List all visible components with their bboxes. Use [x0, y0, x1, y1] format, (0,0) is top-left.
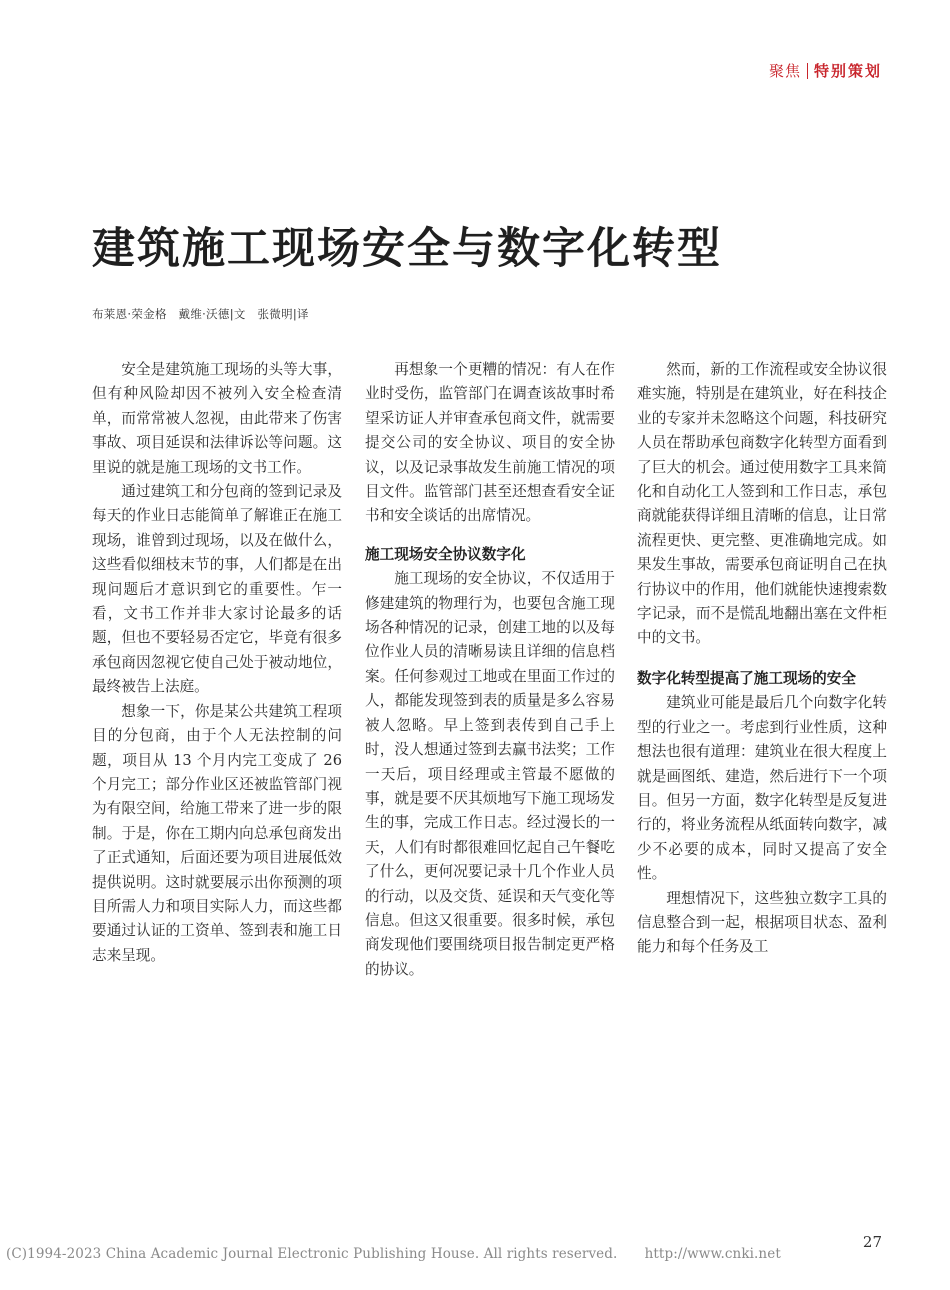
section-name: 特别策划: [813, 62, 882, 80]
copyright-notice: (C)1994-2023 China Academic Journal Electronic Publishing House. All rights reserved. http://www.cnki.net: [6, 1246, 781, 1262]
article-title: 建筑施工现场安全与数字化转型: [92, 224, 722, 274]
section-heading: 施工现场安全协议数字化: [365, 545, 526, 563]
paragraph: 施工现场的安全协议，不仅适用于修建建筑的物理行为，也要包含施工现场各种情况的记录，创建工地的以及每位作业人员的清晰易读且详细的信息档案。任何参观过工地或在里面工作过的人，都能发现签到表的质量是多么容易被人忽略。早上签到表传到自己手上时，没人想通过签到去赢书法奖；工作一天后，项目经理或主管最不愿做的事，就是要不厌其烦地写下施工现场发生的事，完成工作日志。经过漫长的一天，人们有时都很难回忆起自己午餐吃了什么，更何况要记录十几个作业人员的行动，以及交货、延误和天气变化等信息。但这又很重要。很多时候，承包商发现他们要围绕项目报告制定更严格的协议。: [365, 570, 615, 978]
paragraph: 想象一下，你是某公共建筑工程项目的分包商，由于个人无法控制的问题，项目从 13 个月内完工变成了 26 个月完工；部分作业区还被监管部门视为有限空间，给施工带来了进一步的限制。于是，你在工期内向总承包商发出了正式通知，后面还要为项目进展低效提供说明。这时就要展示出你预测的项目所需人力和项目实际人力，而这些都要通过认证的工资单、签到表和施工日志来呈现。: [92, 702, 342, 964]
section-heading: 数字化转型提高了施工现场的安全: [637, 669, 856, 687]
text-column-2: [365, 358, 615, 982]
paragraph: 再想象一个更糟的情况：有人在作业时受伤，监管部门在调查该故事时希望采访证人并审查承包商文件，就需要提交公司的安全协议、项目的安全协议，以及记录事故发生前施工情况的项目文件。监管部门甚至还想查看安全证书和安全谈话的出席情况。: [365, 361, 615, 525]
section-divider: [807, 63, 808, 79]
paragraph: 理想情况下，这些独立数字工具的信息整合到一起，根据项目状态、盈利能力和每个任务及工: [637, 889, 887, 956]
text-column-1: [92, 358, 342, 968]
byline: 布莱恩·荣金格 戴维·沃德|文 张微明|译: [92, 307, 309, 321]
paragraph: 然而，新的工作流程或安全协议很难实施，特别是在建筑业，好在科技企业的专家并未忽略这个问题，科技研究人员在帮助承包商数字化转型方面看到了巨大的机会。通过使用数字工具来简化和自动化工人签到和工作日志，承包商就能获得详细且清晰的信息，让日常流程更快、更完整、更准确地完成。如果发生事故，需要承包商证明自己在执行协议中的作用，他们就能快速搜索数字记录，而不是慌乱地翻出塞在文件柜中的文书。: [637, 361, 887, 647]
text-column-3: [637, 358, 887, 960]
paragraph: 通过建筑工和分包商的签到记录及每天的作业日志能简单了解谁正在施工现场，谁曾到过现场，以及在做什么，这些看似细枝末节的事，人们都是在出现问题后才意识到它的重要性。乍一看，文书工作并非大家讨论最多的话题，但也不要轻易否定它，毕竟有很多承包商因忽视它使自己处于被动地位，最终被告上法庭。: [92, 483, 342, 696]
column-name: 聚焦: [768, 62, 801, 80]
paragraph: 安全是建筑施工现场的头等大事，但有种风险却因不被列入安全检查清单，而常常被人忽视，由此带来了伤害事故、项目延误和法律诉讼等问题。这里说的就是施工现场的文书工作。: [92, 361, 342, 476]
paragraph: 建筑业可能是最后几个向数字化转型的行业之一。考虑到行业性质，这种想法也很有道理：建筑业在很大程度上就是画图纸、建造，然后进行下一个项目。但另一方面，数字化转型是反复进行的，将业务流程从纸面转向数字，减少不必要的成本，同时又提高了安全性。: [637, 694, 887, 883]
section-tag: [769, 60, 882, 81]
page-number: 27: [862, 1233, 882, 1251]
